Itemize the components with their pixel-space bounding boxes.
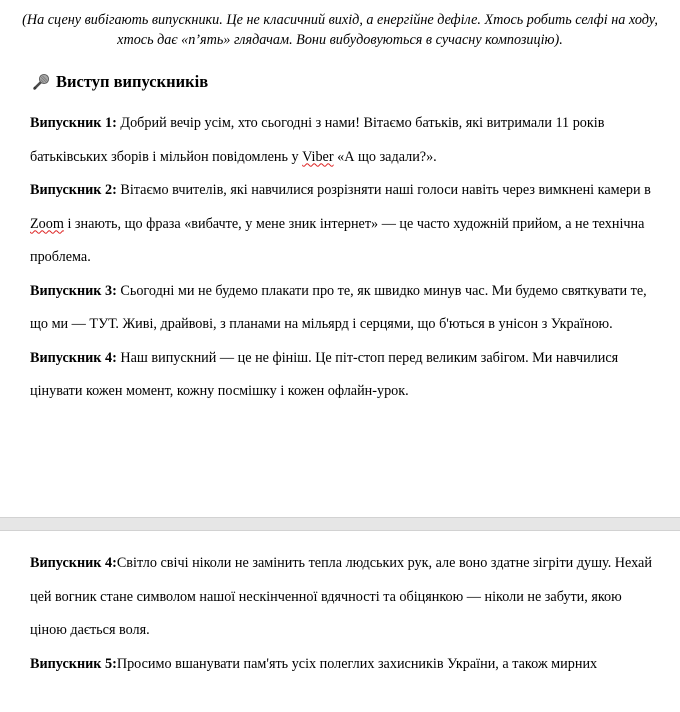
speech-paragraph [30, 107, 658, 174]
speech-paragraph [30, 547, 658, 648]
page-2-body [30, 547, 658, 681]
speech-text: Просимо вшанувати пам'ять усіх полеглих захисників України, а також мирних [116, 655, 598, 672]
section-title: Виступ випускників [56, 72, 209, 91]
speech-text: Вітаємо вчителів, які навчилися розрізняти наші голоси навіть через вимкнені камери в [116, 182, 651, 198]
speech-paragraph [30, 648, 658, 682]
speaker-label: Випускник 1: [30, 115, 117, 131]
speech-text: Наш випускний — це не фініш. Це піт-стоп перед великим забігом. Ми навчилися цінувати кожен момент, кожну посмішку і кожен офлайн-урок. [30, 349, 619, 399]
page-break-gap [0, 517, 680, 531]
speech-text: Світло свічі ніколи не замінить тепла людських рук, але воно здатне зігріти душу. Нехай цей вогник стане символом нашої нескінченної вдячності та обіцянкою — ніколи не забути, якою ціною дається воля. [30, 555, 652, 638]
speech-paragraph [30, 275, 658, 342]
speech-paragraph [30, 342, 658, 409]
speech-text: «А що задали?». [333, 148, 437, 165]
speaker-label: Випускник 4: [30, 555, 117, 571]
microphone-icon [32, 73, 50, 91]
speaker-label: Випускник 3: [30, 282, 117, 299]
speech-text: Добрий вечір усім, хто сьогодні з нами! Вітаємо батьків, які витримали 11 років батьківських зборів і мільйон повідомлень у [30, 115, 605, 165]
page-1-body [30, 107, 658, 409]
speech-text: і знають, що фраза «вибачте, у мене зник інтернет» — це часто художній прийом, а не технічна проблема. [30, 215, 645, 265]
stage-direction: (На сцену вибігають випускники. Це не класичний вихід, а енергійне дефіле. Хтось робить селфі на ходу, хтось дає «п’ять» глядачам. Вони вибудовуються в сучасну композицію). [22, 12, 658, 48]
speaker-label: Випускник 5: [30, 655, 117, 672]
speaker-label: Випускник 2: [30, 182, 117, 198]
section-heading [32, 71, 208, 93]
spellcheck-flagged-word[interactable]: Zoom [30, 215, 64, 232]
document-page-2 [0, 531, 680, 712]
spellcheck-flagged-word[interactable]: Viber [302, 148, 334, 165]
speech-text: Сьогодні ми не будемо плакати про те, як швидко минув час. Ми будемо святкувати те, що ми — ТУТ. Живі, драйвові, з планами на мільярд і серцями, що б'ються в унісон з Україною. [30, 282, 647, 332]
speech-paragraph [30, 174, 658, 275]
speaker-label: Випускник 4: [30, 349, 117, 366]
